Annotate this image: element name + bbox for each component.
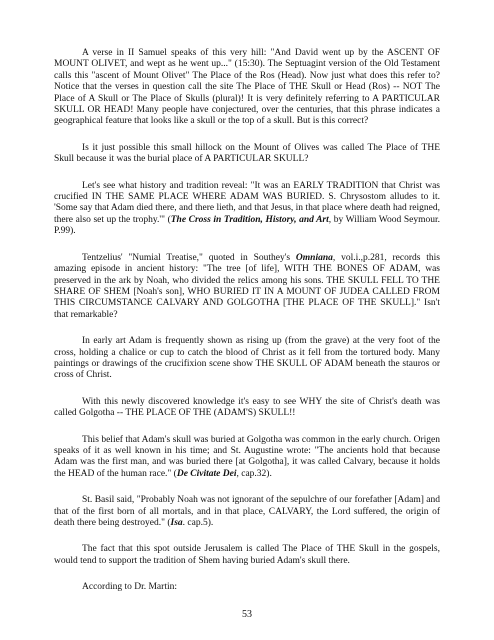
book-title: Omniana	[295, 252, 333, 263]
paragraph	[54, 397, 440, 420]
book-title-wrapper	[177, 469, 237, 479]
paragraph-text: St. Basil said, "Probably Noah was not ignorant of the sepulchre of our forefather [Adam] and that of the first born of all mortals, and in that place, CALVARY, the Lord suffered, the origin of death there being destroyed." (	[54, 495, 440, 528]
paragraph-text: , vol.i.,p.281, records this amazing episode in ancient history: "The tree [of life], WITH THE BONES OF ADAM, was preserved in the ark by Noah, who divided the relics among his sons. THE SKULL FELL TO THE SHARE OF SHEM [Noah's son], WHO BURIED IT IN A MOUNT OF JUDEA CALLED FROM THIS CIRCUMSTANCE CALVARY AND GOLGOTHA [THE PLACE OF THE SKULL]." Isn't that remarkable?	[54, 252, 440, 320]
paragraph	[54, 253, 440, 321]
paragraph-text: Tentzelius' "Numial Treatise," quoted in Southey's	[82, 252, 296, 263]
paragraph	[54, 544, 440, 567]
book-title: The Cross in Tradition, History, and Art	[170, 214, 329, 225]
paragraph-text: In early art Adam is frequently shown as rising up (from the grave) at the very foot of the cross, holding a chalice or cup to catch the blood of Christ as it fell from the tortured body. Many paintings or drawings of the crucifixion scene show THE SKULL OF ADAM beneath the stauros or cross of Christ.	[54, 336, 440, 381]
paragraph-text: With this newly discovered knowledge it's easy to see WHY the site of Christ's death was called Golgotha -- THE PLACE OF THE (ADAM'S) SKULL!!	[54, 396, 440, 419]
paragraph-text: A verse in II Samuel speaks of this very hill: "And David went up by the ASCENT OF MOUNT OLIVET, and wept as he went up..." (15:30). The Septuagint version of the Old Testament calls this "ascent of Mount Olivet" The Place of the Ros (Head). Now just what does this refer to? Notice that the verses in question call the site The Place of THE Skull or Head (Ros) -- NOT The Place of A Skull or The Place of Skulls (plural)! It is very definitely referring to A PARTICULAR SKULL OR HEAD! Many people have conjectured, over the centuries, that this phrase indicates a geographical feature that looks like a skull or the top of a skull. But is this correct?	[54, 48, 440, 127]
paragraph	[54, 582, 440, 593]
paragraph	[54, 495, 440, 529]
paragraph-text: Let's see what history and tradition reveal: "It was an EARLY TRADITION that Christ was crucified IN THE SAME PLACE WHERE ADAM WAS BURIED. S. Chrysostom alludes to it. 'Some say that Adam died there, and there lieth, and that Jesus, in that place where death had reigned, there also set up the trophy.'" (	[54, 180, 440, 225]
paragraph-text: This belief that Adam's skull was buried at Golgotha was common in the early church. Origen speaks of it as well known in his time; and St. Augustine wrote: "The ancients hold that because Adam was the first man, and was buried there [at Golgotha], it was called Calvary, because it holds the HEAD of the human race." (	[54, 434, 440, 479]
paragraph-text: , cap.32).	[236, 468, 272, 479]
paragraph	[54, 336, 440, 382]
paragraph-text: Is it just possible this small hillock on the Mount of Olives was called The Place of THE Skull because it was the burial place of A PARTICULAR SKULL?	[54, 142, 440, 165]
paragraph-text: According to Dr. Martin:	[82, 582, 177, 593]
paragraph-text: The fact that this spot outside Jerusalem is called The Place of THE Skull in the gospels, would tend to support the tradition of Shem having buried Adam's skull there.	[54, 544, 440, 566]
paragraph-text: . cap.5).	[182, 518, 214, 528]
book-title-wrapper	[171, 518, 183, 528]
book-title-wrapper	[171, 215, 329, 225]
body-text	[54, 48, 440, 594]
paragraph-text: , by William Wood Seymour. P.99).	[54, 214, 440, 237]
book-title-wrapper	[296, 253, 333, 263]
book-title: Isa	[170, 518, 183, 528]
paragraph	[54, 181, 440, 238]
book-title: De Civitate Dei	[176, 468, 237, 479]
page-number: 53	[242, 609, 252, 620]
paragraph	[54, 143, 440, 166]
paragraph	[54, 48, 440, 128]
paragraph	[54, 435, 440, 481]
